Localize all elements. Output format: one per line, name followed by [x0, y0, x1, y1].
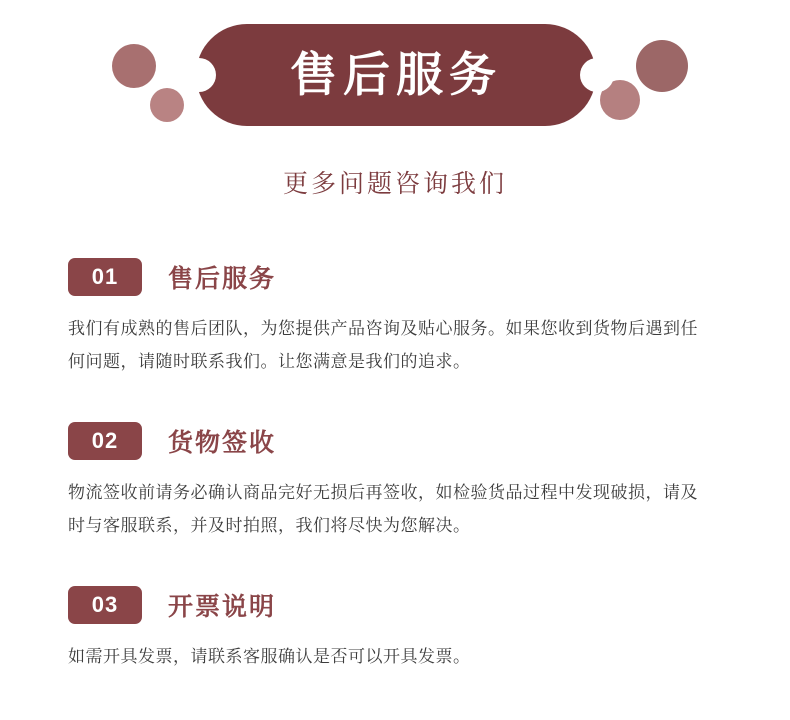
service-sections: [0, 258, 790, 673]
service-section: [68, 422, 722, 542]
section-body: [68, 476, 708, 542]
section-title: 货物签收: [168, 429, 277, 457]
section-body: [68, 312, 708, 378]
section-paragraph: 我们有成熟的售后团队，为您提供产品咨询及贴心服务。如果您收到货物后遇到任何问题，请随时联系我们。让您满意是我们的追求。: [68, 319, 698, 371]
section-number-badge: 01: [68, 258, 142, 296]
header-banner: [0, 0, 790, 150]
section-number-badge: 03: [68, 586, 142, 624]
section-header: [68, 422, 722, 460]
section-number-badge: 02: [68, 422, 142, 460]
section-paragraph: 如需开具发票，请联系客服确认是否可以开具发票。: [68, 647, 471, 666]
page-subtitle: 更多问题咨询我们: [282, 170, 507, 198]
section-header: [68, 258, 722, 296]
page-title: 售后服务: [290, 48, 502, 101]
section-body: [68, 640, 708, 673]
service-section: [68, 258, 722, 378]
section-paragraph: 物流签收前请务必确认商品完好无损后再签收，如检验货品过程中发现破损，请及时与客服联系，并及时拍照，我们将尽快为您解决。: [68, 483, 698, 535]
section-title: 开票说明: [168, 593, 277, 621]
service-section: [68, 586, 722, 673]
section-title: 售后服务: [168, 265, 277, 293]
decorative-circle-icon: [636, 40, 688, 92]
decorative-circle-icon: [150, 88, 184, 122]
decorative-circle-icon: [112, 44, 156, 88]
section-header: [68, 586, 722, 624]
